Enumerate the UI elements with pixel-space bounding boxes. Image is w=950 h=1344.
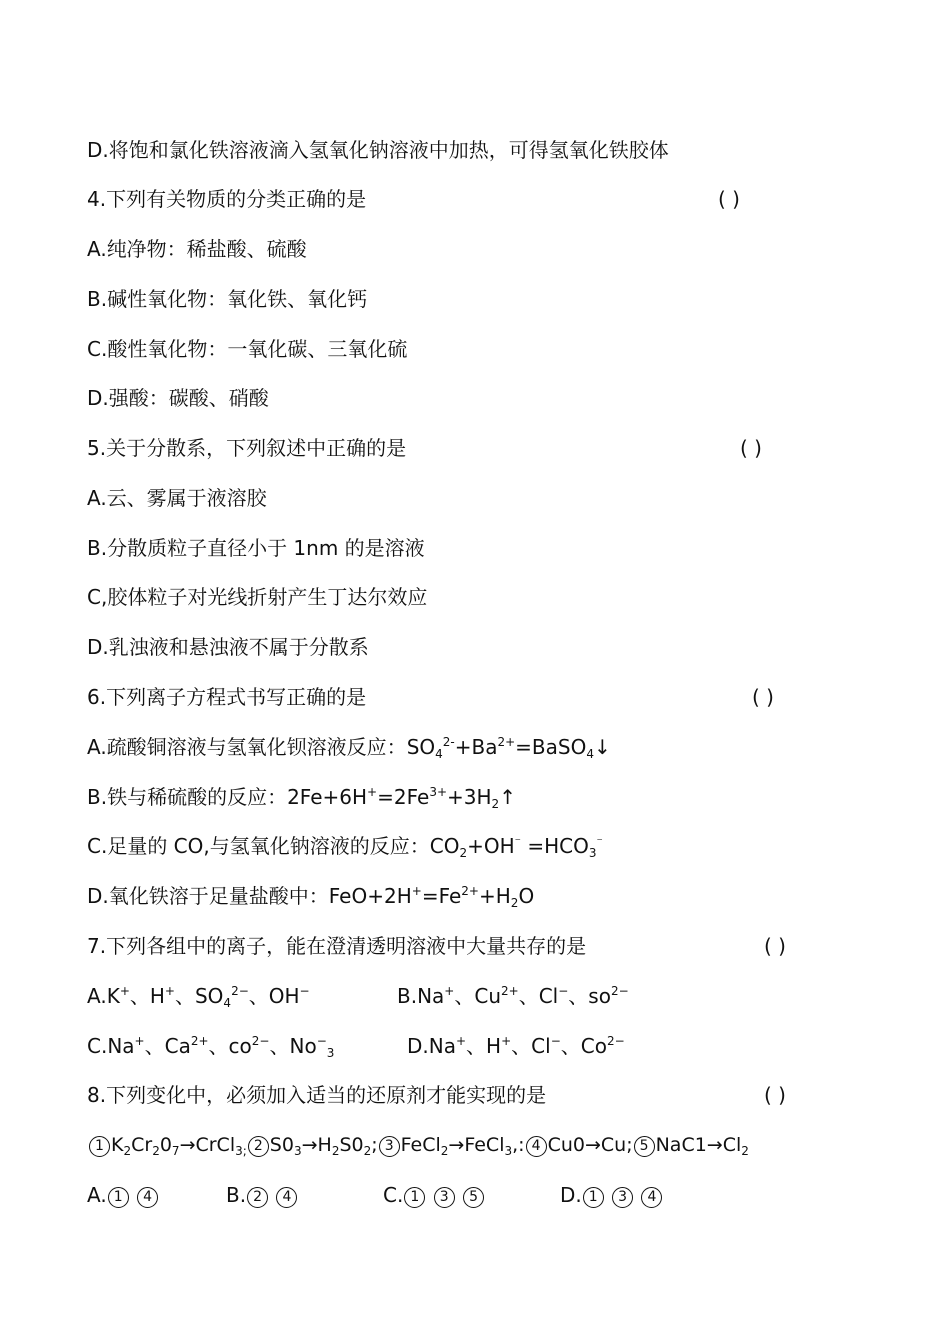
formula-part: =HCO	[521, 834, 589, 858]
circled-number-4: 4	[526, 1136, 547, 1157]
formula-part: CO	[429, 834, 460, 858]
ion-text: C.Na	[87, 1034, 135, 1058]
superscript: 2−	[606, 1034, 625, 1048]
subscript: 2	[491, 797, 500, 811]
circled-number-5: 5	[634, 1136, 655, 1157]
ion-text: 、No	[269, 1034, 317, 1058]
ion-text: 、Cl	[518, 984, 559, 1008]
q6-a-text: A.疏酸铜溶液与氢氧化钡溶液反应：	[87, 735, 407, 759]
circled-number-4: 4	[641, 1187, 662, 1208]
subscript: 2	[510, 896, 519, 910]
superscript: +	[411, 884, 422, 898]
ion-text: 、SO	[174, 984, 224, 1008]
circled-number-3: 3	[612, 1187, 633, 1208]
subscript: 4	[586, 747, 594, 761]
q5-answer-paren: ( )	[740, 436, 762, 460]
q4-option-d: D.强酸：碳酸、硝酸	[87, 386, 269, 410]
formula-part: ,:	[512, 1134, 525, 1156]
formula	[329, 884, 534, 908]
q4-option-a: A.纯净物：稀盐酸、硫酸	[87, 237, 307, 261]
circled-number-2: 2	[247, 1187, 268, 1208]
q8-items	[88, 1132, 749, 1158]
formula-part: S0	[269, 1134, 294, 1156]
option-letter: B.	[226, 1183, 247, 1207]
ion-text: 、Cl	[511, 1034, 551, 1058]
superscript: +	[119, 984, 130, 998]
superscript: +	[164, 984, 175, 998]
ion-text: D.Na	[407, 1034, 456, 1058]
formula-part: SO	[406, 735, 436, 759]
q6-option-b	[87, 784, 516, 810]
formula-part: NaC1→Cl	[655, 1134, 742, 1156]
formula-part: 0	[159, 1134, 172, 1156]
subscript: 2	[363, 1144, 372, 1158]
down-arrow: ↓	[593, 735, 611, 759]
formula-part: S0	[339, 1134, 364, 1156]
q6-option-d	[87, 883, 534, 909]
superscript: +	[501, 1034, 512, 1048]
formula-part: 2Fe+6H	[287, 785, 368, 809]
circled-number-1: 1	[583, 1187, 604, 1208]
q7-option-b	[397, 983, 629, 1009]
ion-text: 、Co	[560, 1034, 607, 1058]
q8-stem: 8.下列变化中，必须加入适当的还原剂才能实现的是	[87, 1083, 547, 1107]
ion-text: A.K	[87, 984, 120, 1008]
subscript: 3	[588, 846, 597, 860]
formula	[287, 785, 516, 809]
superscript: +	[455, 1034, 467, 1048]
formula-part: ;	[371, 1134, 378, 1156]
ion-text: 、H	[466, 1034, 502, 1058]
q5-option-b: B.分散质粒子直径小于 1nm 的是溶液	[87, 536, 425, 560]
superscript: −	[550, 1034, 561, 1048]
circled-number-1: 1	[108, 1187, 129, 1208]
q6-option-c	[87, 833, 603, 859]
subscript: 2	[741, 1144, 749, 1158]
q6-answer-paren: ( )	[752, 685, 774, 709]
formula-part: +OH	[467, 834, 515, 858]
q5-option-a: A.云、雾属于液溶胶	[87, 486, 267, 510]
ion-text: 、H	[129, 984, 165, 1008]
ion-text: 、so	[568, 984, 611, 1008]
q6-d-text: D.氧化铁溶于足量盐酸中：	[87, 884, 329, 908]
ion-text: 、OH	[248, 984, 300, 1008]
q8-option-d	[560, 1182, 663, 1208]
superscript: 3+	[429, 785, 448, 799]
subscript: 2	[331, 1144, 340, 1158]
circled-number-1: 1	[89, 1136, 110, 1157]
superscript: 2+	[501, 984, 519, 998]
formula-part: Cr	[131, 1134, 153, 1156]
superscript: −	[299, 984, 310, 998]
q3-option-d: D.将饱和氯化铁溶液滴入氢氧化钠溶液中加热，可得氢氧化铁胶体	[87, 138, 669, 162]
formula-part: =BaSO	[515, 735, 587, 759]
q7-answer-paren: ( )	[764, 934, 786, 958]
q8-option-b	[226, 1182, 298, 1208]
q6-c-text: C.足量的 CO,与氢氧化钠溶液的反应：	[87, 834, 430, 858]
superscript: 2+	[497, 735, 516, 749]
formula-part: +Ba	[454, 735, 498, 759]
subscript: 3	[504, 1144, 513, 1158]
superscript: −	[316, 1034, 327, 1048]
ion-text: 、Cu	[454, 984, 501, 1008]
q6-b-text: B.铁与稀硫酸的反应：	[87, 785, 288, 809]
q5-option-c: C,胶体粒子对光线折射产生丁达尔效应	[87, 585, 428, 609]
q6-stem: 6.下列离子方程式书写正确的是	[87, 685, 367, 709]
subscript: 7	[171, 1144, 180, 1158]
formula-part: K	[111, 1134, 124, 1156]
q7-option-a	[87, 983, 310, 1009]
superscript: 2−	[251, 1034, 270, 1048]
circled-number-1: 1	[404, 1187, 425, 1208]
superscript: −	[558, 984, 569, 998]
q4-answer-paren: ( )	[718, 187, 740, 211]
circled-number-5: 5	[463, 1187, 484, 1208]
formula-part: +3H	[447, 785, 492, 809]
formula-part: FeO+2H	[328, 884, 412, 908]
circled-number-4: 4	[276, 1187, 297, 1208]
circled-number-3: 3	[434, 1187, 455, 1208]
q4-stem: 4.下列有关物质的分类正确的是	[87, 187, 367, 211]
option-letter: D.	[560, 1183, 582, 1207]
ion-text: 、Ca	[144, 1034, 191, 1058]
superscript: 2−	[231, 984, 249, 998]
formula	[407, 735, 611, 759]
circled-number-2: 2	[248, 1136, 269, 1157]
superscript: 2+	[461, 884, 479, 898]
subscript: 2	[459, 846, 468, 860]
ion-text: 、co	[208, 1034, 252, 1058]
formula	[430, 834, 603, 858]
formula-part: +H	[479, 884, 511, 908]
q6-option-a	[87, 734, 611, 760]
subscript: 2	[440, 1144, 449, 1158]
circled-number-4: 4	[137, 1187, 158, 1208]
superscript: +	[367, 785, 378, 799]
formula-part: =2Fe	[377, 785, 430, 809]
ion-text: B.Na	[397, 984, 445, 1008]
superscript: 2−	[610, 984, 629, 998]
up-arrow: ↑	[499, 785, 516, 809]
superscript: 2-	[442, 735, 455, 749]
q5-stem: 5.关于分散系，下列叙述中正确的是	[87, 436, 407, 460]
q8-answer-paren: ( )	[764, 1083, 786, 1107]
q7-option-c	[87, 1033, 334, 1059]
circled-number-3: 3	[379, 1136, 400, 1157]
subscript: 2	[123, 1144, 132, 1158]
formula-part: =Fe	[421, 884, 462, 908]
q8-option-c	[383, 1182, 485, 1208]
formula-part: →FeCl	[448, 1134, 505, 1156]
q7-option-d	[407, 1033, 625, 1059]
option-letter: A.	[87, 1183, 107, 1207]
q5-option-d: D.乳浊液和悬浊液不属于分散系	[87, 635, 369, 659]
superscript: ⁻	[596, 834, 603, 848]
subscript: 3;	[235, 1144, 247, 1158]
option-letter: C.	[383, 1183, 404, 1207]
superscript: 2+	[190, 1034, 209, 1048]
subscript: 4	[435, 747, 443, 761]
formula-part: →CrCl	[179, 1134, 236, 1156]
q8-option-a	[87, 1182, 159, 1208]
formula-part: Cu0→Cu;	[547, 1134, 633, 1156]
subscript: 4	[223, 996, 232, 1010]
subscript: 3	[326, 1046, 335, 1060]
superscript: ⁻	[514, 834, 521, 848]
formula-part: →H	[301, 1134, 332, 1156]
formula-part: FeCl	[400, 1134, 441, 1156]
subscript: 2	[152, 1144, 160, 1158]
q4-option-c: C.酸性氧化物：一氧化碳、三氧化硫	[87, 337, 408, 361]
subscript: 3	[293, 1144, 302, 1158]
superscript: +	[134, 1034, 145, 1048]
q4-option-b: B.碱性氧化物：氧化铁、氧化钙	[87, 287, 368, 311]
q7-stem: 7.下列各组中的离子，能在澄清透明溶液中大量共存的是	[87, 934, 587, 958]
formula-part: O	[518, 884, 535, 908]
superscript: +	[444, 984, 455, 998]
